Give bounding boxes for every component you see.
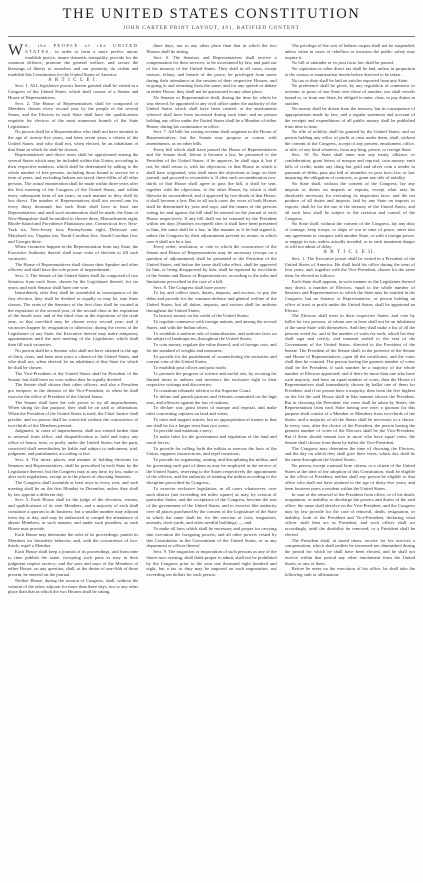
page-title: THE UNITED STATES CONSTITUTION [62, 6, 361, 22]
paragraph: To provide and maintain a navy; [153, 428, 213, 434]
paragraph: To regulate commerce with foreign nations, and among the several States, and with the Indian tribes; [146, 319, 277, 330]
paragraph: Sect. 1. ALL legislative powers herein granted shall be vested in a Congress of the United States, which shall consist of a Senate and House of Representatives. [8, 83, 139, 100]
paragraph: Before he enter on the execution of his office, he shall take the following oath or affirmation: [284, 566, 415, 577]
preamble-lead: E, the PEOPLE of the UNITED STATES, [25, 43, 139, 54]
column-3-body-b [285, 256, 415, 578]
paragraph: To provide for the punishment of counterfeiting the securities and current coin of the United States; [146, 353, 277, 365]
paragraph: Sect. 9. The migration or importation of such persons as any of the States now existing, shall think proper to admit, shall not be prohibited by the Congress prior to the year one thousand eight hundred and eight, but a tax or duty may be imposed on such importation, not exceeding ten dollars for each person. [146, 549, 277, 577]
paragraph: To lay and collect taxes, duties, imposts, and excises, to pay the debts and provide for the common defence and general welfare of the United States; but all duties, imposts, and excises shall be uniform throughout the United States; [146, 290, 277, 313]
paragraph: No person, except a natural born citizen, or a citizen of the United States at the time of the adoption of this Constitution, shall be eligible to the office of President; neither shall any person be eligible to that office who shall not have attained to the age of thirty-five years, and been fourteen years a resident within the United States. [284, 462, 415, 491]
paragraph: The Senate shall have the sole power to try all impeachments. When sitting for that purpose, they shall be on oath or affirmation. When the President of the United States is tried, the Chief Justice shall preside; and no person shall be convicted without the concurrence of two-thirds of the Members present. [8, 399, 139, 428]
paragraph: three days, nor to any other place than that in which the two Houses shall be sitting. [146, 43, 277, 54]
article-heading: A R T I C L E I. [48, 77, 99, 83]
paragraph: To coin money, regulate the value thereof, and of foreign coin, and fix the standard of weights and measures; [146, 342, 277, 353]
paragraph: Representatives and direct taxes shall be apportioned among the several States which may be included within this Union, according to their respective numbers, which shall be determined by adding to the whole number of free persons, including those bound to service for a term of years, and excluding Indians not taxed, three-fifths of all other persons. The actual enumeration shall be made within three years after the first meeting of the Congress of the United States, and within every subsequent term of ten years, in such manner as they shall by law direct. The number of Representatives shall not exceed one for every thirty thousand, but each State shall have at least one Representative; and until such enumeration shall be made, the State of New-Hampshire shall be entitled to choose three, Massachusetts eight, Rhode-Island and Providence Plantations one, Connecticut five, New-York six, New-Jersey four, Pennsylvania eight, Delaware one, Maryland six, Virginia ten, North-Carolina five, South-Carolina five, and Georgia three. [8, 152, 139, 244]
paragraph: No tax or duty shall be laid on articles exported from any State. [291, 77, 409, 83]
column-2 [146, 43, 276, 883]
column-1-body [8, 83, 138, 595]
paragraph: Sect. 8. The Congress shall have power: [153, 284, 227, 290]
paragraph: To define and punish piracies and felonies committed on the high seas, and offences against the law of nations; [146, 393, 277, 405]
paragraph: The Congress may determine the time of choosing the Electors, and the day on which they shall give their votes; which day shall be the same throughout the United States. [284, 445, 415, 462]
paragraph: The Vice-President of the United States shall be President of the Senate, but shall have no vote, unless they be equally divided. [8, 370, 139, 382]
paragraph: No money shall be drawn from the treasury, but in consequence of appropriations made by law; and a regular statement and account of the receipts and expenditures of all public money shall be published from time to time. [284, 106, 415, 129]
paragraph: The House of Representatives shall choose their Speaker and other officers; and shall have the sole power of impeachment. [8, 261, 139, 273]
paragraph: To make all laws which shall be necessary and proper for carrying into execution the foregoing powers, and all other powers vested by this Constitution in the Government of the United States, or in any department or officer thereof. [146, 526, 277, 549]
paragraph: Sect. 10. No State shall enter into any treaty, alliance, or confederation; grant letters of marque and reprisal; coin money; emit bills of credit; make any thing but gold and silver coin a tender in payment of debts; pass any bill of attainder, ex post facto law, or law impairing the obligation of contracts, or grant any title of nobility. [284, 152, 415, 181]
paragraph: No bill of attainder or ex post facto law shall be passed. [291, 60, 394, 66]
paragraph: No person shall be a Representative who shall not have attained to the age of twenty-five years, and been seven years a citizen of the United States, and who shall not, when elected, be an inhabitant of that State in which he shall be chosen. [8, 129, 139, 152]
article-heading: A R T I C L E II. [323, 250, 377, 255]
paragraph: To exercise exclusive legislation, in all cases whatsoever, over such district (not exceeding ten miles square) as may, by cession of particular States, and the acceptance of the Congress, become the seat of the government of the United States, and to exercise like authority over all places purchased by the consent of the Legislature of the State in which the same shall be, for the erection of forts, magazines, arsenals, dock-yards, and other needful buildings; — and [146, 485, 277, 526]
paragraph: To establish a uniform rule of naturalization, and uniform laws on the subject of bankruptcies, throughout the United States; [146, 330, 277, 342]
paragraph: To establish post offices and post roads; [153, 365, 227, 370]
paragraph: Sect. 5. Each House shall be the judge of the elections, returns, and qualifications of its own Members, and a majority of each shall constitute a quorum to do business; but a smaller number may adjourn from day to day, and may be authorized to compel the attendance of absent Members, in such manner, and under such penalties, as each House may provide. [8, 497, 139, 531]
paragraph: To constitute tribunals inferior to the Supreme Court; [153, 388, 252, 393]
paragraph: To provide for organizing, arming, and disciplining the militia, and for governing such part of them as may be employed in the service of the United States, reserving to the States respectively the appointment of the officers, and the authority of training the militia according to the discipline prescribed by Congress; [146, 457, 277, 485]
paragraph: No person shall be a Senator who shall not have attained to the age of thirty years, and been nine years a citizen of the United States, and who shall not, when elected, be an inhabitant of that State for which he shall be chosen. [8, 347, 139, 370]
paragraph: No title of nobility shall be granted by the United States; and no person holding any office of profit or trust under them, shall, without the consent of the Congress, accept of any present, emolument, office, or title, of any kind whatever, from any king, prince, or foreign State. [284, 129, 415, 152]
text-columns [8, 43, 415, 883]
paragraph: No preference shall be given, by any regulation of commerce or revenue, to ports of one State over those of another; nor shall vessels bound to, or from one State, be obliged to enter, clear, or pay duties in another. [284, 83, 415, 106]
paragraph: Sect. 4. The times, places, and manner of holding elections for Senators and Representatives, shall be prescribed in each State by the Legislature thereof; but the Congress may at any time, by law, make or alter such regulations, except as to the places of choosing Senators. [8, 457, 139, 480]
paragraph: The President shall, at stated times, receive for his services a compensation, which shall neither be increased nor diminished during the period for which he shall have been elected, and he shall not receive within that period any other emolument from the United States, or any of them. [284, 537, 415, 566]
paragraph: When vacancies happen in the Representation from any State, the Executive Authority thereof shall issue writs of election to fill such vacancies. [8, 244, 139, 261]
paragraph: The Congress shall assemble at least once in every year, and such meeting shall be on the first Monday in December, unless they shall by law appoint a different day. [8, 480, 139, 497]
paragraph: No Senator or Representative shall, during the time for which he was elected, be appointed to any civil office under the authority of the United States which shall have been created, or the emoluments whereof shall have been increased during such time; and no person holding any office under the United States shall be a Member of either House, during his continuance in office. [146, 94, 277, 129]
page-subtitle: JOHN CARTER PRINT LAYOUT, 491, RATIFIED CONTENT [123, 25, 300, 31]
paragraph: Sect. 1. The Executive power shall be vested in a President of the United States of America. He shall hold his office during the term of four years, and, together with the Vice-President, chosen for the same term, be elected as follows: [284, 255, 415, 278]
paragraph: To make rules for the government and regulation of the land and naval forces; [146, 434, 277, 445]
paragraph: In case of the removal of the President from office, or of his death, resignation, or inability to discharge the powers and duties of the said office, the same shall devolve on the Vice-President, and the Congress may by law provide for the case of removal, death, resignation, or inability, both of the President and Vice-President, declaring what officer shall then act as President, and such officer shall act accordingly, until the disability be removed, or a President shall be elected. [284, 491, 415, 537]
column-3-body-a [285, 43, 415, 250]
paragraph: To borrow money on the credit of the United States; [153, 313, 250, 319]
paragraph: The Senate shall choose their other officers, and also a President pro tempore, in the absence of the Vice-President, or when he shall exercise the office of President of the United States. [8, 382, 139, 399]
paragraph: To raise and support armies, but no appropriation of money to that use shall be for a longer term than two years; [146, 416, 277, 428]
paragraph: Each House shall keep a journal of its proceedings, and from time to time publish the same, excepting such parts as may in their judgment require secrecy; and the yeas and nays of the Members of either House, on any question, shall, at the desire of one-fifth of those present, be entered on the journal. [8, 549, 139, 577]
paragraph: No State shall, without the consent of the Congress, lay any duty of tonnage, keep troops, or ships of war in time of peace, enter into any agreement or compact with another State, or with a foreign power, or engage in war, unless actually invaded, or in such imminent danger as will not admit of delay. [284, 221, 415, 250]
preamble [8, 43, 138, 78]
paragraph: Sect. 2. The House of Representatives shall be composed of Members chosen every second year by the people of the several States, and the Electors in each State shall have the qualifications requisite for electors of the most numerous branch of the State Legislature. [8, 100, 139, 129]
paragraph: To provide for calling forth the militia to execute the laws of the Union, suppress insurrections, and repel invasions; [146, 445, 277, 457]
paragraph: Immediately after they shall be assembled in consequence of the first election, they shall be divided as equally as may be, into three classes. The seats of the Senators of the first class shall be vacated at the expiration of the second year, of the second class at the expiration of the fourth year, and of the third class at the expiration of the sixth year, so that one-third may be chosen every second year; and if vacancies happen by resignation or otherwise, during the recess of the Legislature of any State, the Executive thereof may make temporary appointments until the next meeting of the Legislature, which shall then fill such vacancies. [8, 290, 139, 347]
paragraph: Every order, resolution, or vote to which the concurrence of the Senate and House of Representatives may be necessary (except on a question of adjournment) shall be presented to the President of the United States; and before the same shall take effect, shall be approved by him, or being disapproved by him, shall be repassed by two-thirds of the Senate and House of Representatives, according to the rules and limitations prescribed in the case of a bill. [146, 244, 277, 284]
paragraph: Sect. 6. The Senators and Representatives shall receive a compensation for their services, to be ascertained by law, and paid out of the treasury of the United States. They shall in all cases, except treason, felony, and breach of the peace, be privileged from arrest during their attendance at the session of their respective Houses, and in going to and returning from the same; and for any speech or debate in either House, they shall not be questioned in any other place. [146, 54, 277, 94]
paragraph: Neither House, during the session of Congress, shall, without the consent of the other, adjourn for more than three days, nor to any other place than that in which the two Houses shall be sitting. [8, 577, 139, 595]
paragraph: The Electors shall meet in their respective States, and vote by ballot for two persons, of whom one at least shall not be an inhabitant of the same State with themselves. And they shall make a list of all the persons voted for, and of the number of votes for each; which list they shall sign and certify, and transmit sealed to the seat of the Government of the United States, directed to the President of the Senate. The President of the Senate shall, in the presence of the Senate and House of Representatives, open all the certificates, and the votes shall then be counted. The person having the greatest number of votes shall be the President, if such number be a majority of the whole number of Electors appointed; and if there be more than one who have such majority, and have an equal number of votes, then the House of Representatives shall immediately choose by ballot one of them for President; and if no person have a majority, then from the five highest on the list the said House shall in like manner choose the President. But in choosing the President, the votes shall be taken by States, the Representation from each State having one vote; a quorum for this purpose shall consist of a Member or Members from two-thirds of the States, and a majority of all the States shall be necessary to a choice. In every case, after the choice of the President, the person having the greatest number of votes of the Electors shall be the Vice-President. But if there should remain two or more who have equal votes, the Senate shall choose from them by ballot the Vice-President. [284, 313, 415, 445]
paragraph: No capitation or other direct tax shall be laid, unless in proportion to the census or enumeration herein before directed to be taken. [284, 66, 415, 77]
paragraph: Each State shall appoint, in such manner as the Legislature thereof may direct, a number of Electors, equal to the whole number of Senators and Representatives to which the State may be entitled in the Congress: but no Senator or Representative, or person holding an office of trust or profit under the United States, shall be appointed an Elector. [284, 278, 415, 313]
preamble-dropcap: W [8, 43, 24, 59]
column-1 [8, 43, 138, 883]
paragraph: Each House may determine the rules of its proceedings, punish its Members for disorderly behavior, and, with the concurrence of two-thirds, expel a Member. [8, 531, 139, 549]
paragraph: Judgment, in cases of impeachment, shall not extend further than to removal from office, and disqualification to hold and enjoy any office of honor, trust, or profit, under the United States; but the party convicted shall nevertheless be liable and subject to indictment, trial, judgment, and punishment, according to law. [8, 428, 139, 457]
paragraph: Sect. 7. All bills for raising revenue shall originate in the House of Representatives; but the Senate may propose or concur with amendments, as on other bills. [146, 129, 277, 146]
paragraph: To declare war, grant letters of marque and reprisal, and make rules concerning captures on land and water; [146, 405, 277, 416]
title-divider [8, 36, 415, 37]
preamble-body: in order to form a more perfect union, establish justice, insure domestic tranquility, provide for the common defence, promote the general welfare, and secure the blessings of liberty to ourselves and our posterity, do ordain and establish this Constitution for the United States of America. [8, 48, 139, 77]
paragraph: The privilege of the writ of habeas corpus shall not be suspended, unless when in cases of rebellion or invasion the public safety may require it. [284, 43, 415, 60]
paragraph: Every bill which shall have passed the House of Representatives and the Senate shall, before it become a law, be presented to the President of the United States; if he approve, he shall sign it; but if not, he shall return it, with his objections, to that House in which it shall have originated, who shall enter the objections at large on their journal, and proceed to reconsider it. If after such reconsideration two-thirds of that House shall agree to pass the bill, it shall be sent, together with the objections, to the other House, by which it shall likewise be reconsidered, and if approved by two-thirds of that House, it shall become a law. But in all such cases the votes of both Houses shall be determined by yeas and nays, and the names of the persons voting for and against the bill shall be entered on the journal of each House respectively. If any bill shall not be returned by the President within ten days (Sundays excepted) after it shall have been presented to him, the same shall be a law, in like manner as if he had signed it, unless the Congress by their adjournment prevent its return, in which case it shall not be a law. [146, 146, 277, 244]
column-2-body [146, 43, 276, 578]
column-3 [285, 43, 415, 883]
paragraph: Sect. 3. The Senate of the United States shall be composed of two Senators from each State, chosen by the Legislature thereof, for six years; and each Senator shall have one vote. [8, 273, 139, 290]
paragraph: No State shall, without the consent of the Congress, lay any imposts or duties on imports or exports, except what may be absolutely necessary for executing its inspection laws; and the net produce of all duties and imposts, laid by any State on imports or exports, shall be for the use of the treasury of the United States; and all such laws shall be subject to the revision and control of the Congress. [284, 181, 415, 221]
paragraph: To promote the progress of science and useful arts, by securing for limited times to authors and inventors the exclusive right to their respective writings and discoveries; [146, 370, 277, 388]
